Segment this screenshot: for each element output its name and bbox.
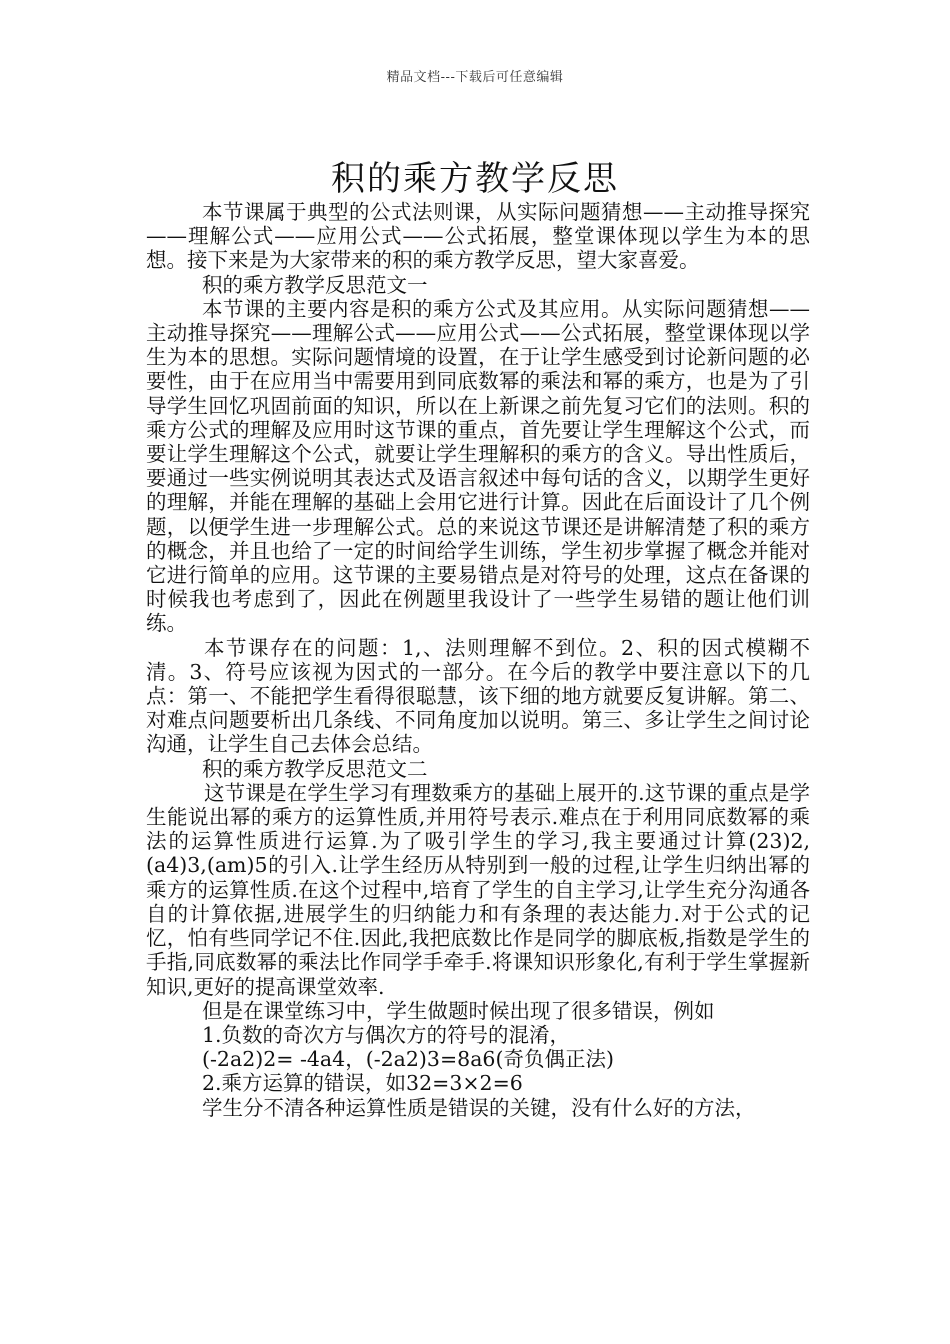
document-title: 积的乘方教学反思 [331, 158, 619, 199]
intro-paragraph: 本节课属于典型的公式法则课，从实际问题猜想——主动推导探究——理解公式——应用公式——公式拓展，整堂课体现以学生为本的思想。接下来是为大家带来的积的乘方教学反思，望大家喜爱。 [146, 200, 810, 273]
body-paragraph: 本节课存在的问题：1,、法则理解不到位。2、积的因式模糊不清。3、符号应该视为因式的一部分。在今后的教学中要注意以下的几点：第一、不能把学生看得很聪慧，该下细的地方就要反复讲解。第二、对难点问题要析出几条线、不同角度加以说明。第三、多让学生之间讨论沟通，让学生自己去体会总结。 [146, 635, 810, 757]
list-item: (-2a2)2= -4a4，(-2a2)3=8a6(奇负偶正法) [202, 1047, 614, 1072]
body-paragraph: 学生分不清各种运算性质是错误的关键，没有什么好的方法， [202, 1095, 756, 1120]
section-heading-1: 积的乘方教学反思范文一 [202, 272, 428, 297]
section-heading-2: 积的乘方教学反思范文二 [202, 756, 428, 781]
body-paragraph: 但是在课堂练习中，学生做题时候出现了很多错误，例如 [202, 998, 715, 1023]
list-item: 2.乘方运算的错误，如32=3×2=6 [202, 1071, 523, 1096]
document-body [146, 200, 810, 1120]
body-paragraph: 这节课是在学生学习有理数乘方的基础上展开的.这节课的重点是学生能说出幂的乘方的运算性质,并用符号表示.难点在于利用同底数幂的乘法的运算性质进行运算.为了吸引学生的学习,我主要通过计算(23)2,(a4)3,(am)5的引入.让学生经历从特别到一般的过程,让学生归纳出幂的乘方的运算性质.在这个过程中,培育了学生的自主学习,让学生充分沟通各自的计算依据,进展学生的归纳能力和有条理的表达能力.对于公式的记忆，怕有些同学记不住.因此,我把底数比作是同学的脚底板,指数是学生的手指,同底数幂的乘法比作同学手牵手.将课知识形象化,有利于学生掌握新知识,更好的提高课堂效率. [146, 780, 810, 999]
header-note: 精品文档---下载后可任意编辑 [386, 70, 564, 85]
list-item: 1.负数的奇次方与偶次方的符号的混淆， [202, 1022, 571, 1047]
body-paragraph: 本节课的主要内容是积的乘方公式及其应用。从实际问题猜想——主动推导探究——理解公式——应用公式——公式拓展，整堂课体现以学生为本的思想。实际问题情境的设置，在于让学生感受到讨论新问题的必要性，由于在应用当中需要用到同底数幂的乘法和幂的乘方，也是为了引导学生回忆巩固前面的知识，所以在上新课之前先复习它们的法则。积的乘方公式的理解及应用时这节课的重点，首先要让学生理解这个公式，而要让学生理解这个公式，就要让学生理解积的乘方的含义。导出性质后，要通过一些实例说明其表达式及语言叙述中每句话的含义，以期学生更好的理解，并能在理解的基础上会用它进行计算。因此在后面设计了几个例题，以便学生进一步理解公式。总的来说这节课还是讲解清楚了积的乘方的概念，并且也给了一定的时间给学生训练，学生初步掌握了概念并能对它进行简单的应用。这节课的主要易错点是对符号的处理，这点在备课的时候我也考虑到了，因此在例题里我设计了一些学生易错的题让他们训练。 [146, 296, 810, 636]
